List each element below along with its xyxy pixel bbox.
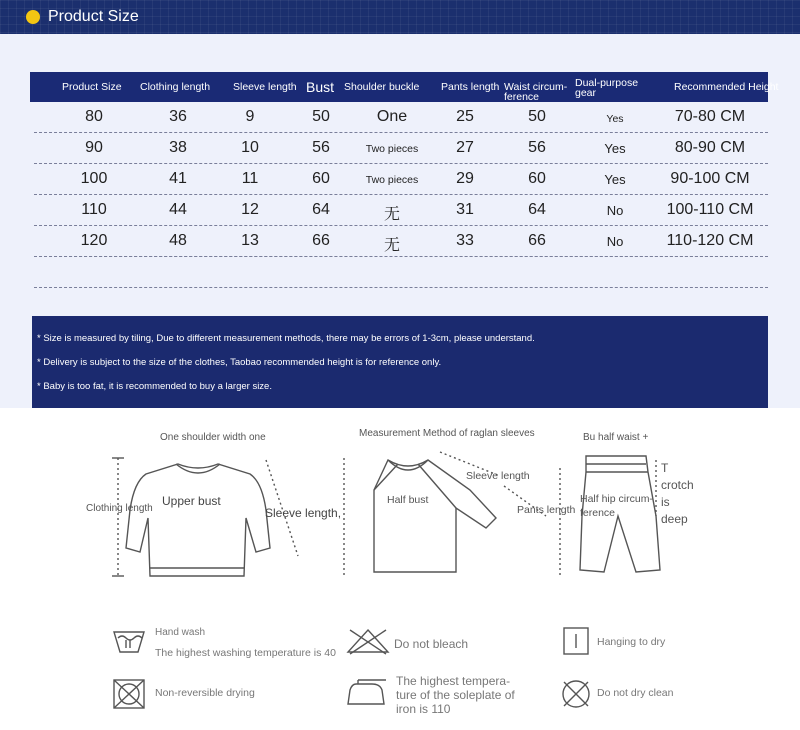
table-cell: 80-90 CM [674, 139, 746, 156]
label-pants-length: Pants length [517, 504, 576, 516]
care-tumble: Non-reversible drying [155, 687, 255, 699]
note-baby: * Baby is too fat, it is recommended to buy a larger size. [37, 381, 272, 392]
table-cell: 66 [312, 232, 330, 249]
label-half-hip: Half hip circum- ference [580, 493, 653, 519]
table-cell: 56 [312, 139, 330, 156]
table-cell: 110-120 CM [666, 232, 754, 249]
note-delivery: * Delivery is subject to the size of the clothes, Taobao recommended height is for reference only. [37, 357, 442, 368]
table-cell: 90 [85, 139, 103, 156]
table-cell: 100 [80, 170, 108, 187]
label-crotch-depth: T crotch is deep [661, 461, 694, 526]
table-cell: 60 [528, 170, 546, 187]
care-no-bleach: Do not bleach [394, 637, 469, 651]
table-cell: 无 [383, 237, 400, 254]
table-cell: 27 [456, 139, 474, 156]
label-upper-bust: Upper bust [162, 494, 221, 508]
table-cell: 100-110 CM [666, 201, 754, 218]
table-divider [34, 287, 768, 288]
care-temperature: The highest washing temperature is 40 [155, 647, 336, 659]
iron-icon [348, 680, 386, 704]
table-cell: 110 [81, 201, 107, 218]
table-cell: 36 [169, 108, 187, 125]
col-pants-length: Pants length [441, 81, 500, 93]
notes-panel [32, 316, 768, 408]
table-cell: 41 [169, 170, 187, 187]
col-shoulder-buckle: Shoulder buckle [344, 81, 420, 93]
label-sleeve-length-sweater: Sleeve length, [265, 506, 342, 520]
table-cell: 10 [241, 139, 259, 156]
table-cell: 90-100 CM [670, 170, 750, 187]
table-cell: 29 [456, 170, 474, 187]
table-cell: Yes [604, 172, 626, 187]
hand-wash-icon [114, 632, 144, 652]
table-cell: 13 [241, 232, 259, 249]
table-cell: 50 [528, 108, 546, 125]
no-tumble-dry-icon [114, 680, 144, 708]
care-no-dry-clean: Do not dry clean [597, 687, 674, 699]
size-table-header [30, 72, 779, 103]
table-cell: 9 [245, 108, 255, 125]
table-cell: Yes [606, 113, 624, 125]
col-sleeve-length: Sleeve length [233, 81, 297, 93]
col-product-size: Product Size [62, 81, 122, 93]
table-cell: No [606, 203, 624, 218]
table-cell: 80 [85, 108, 103, 125]
hang-dry-icon [564, 628, 588, 654]
table-row [30, 102, 768, 133]
bullet-dot-icon [26, 10, 40, 24]
label-sleeve-length-raglan: Sleeve length [466, 470, 530, 482]
care-hand-wash: Hand wash [155, 627, 206, 638]
table-cell: 11 [241, 170, 259, 187]
table-cell: Two pieces [365, 174, 419, 186]
table-cell: 31 [456, 201, 474, 218]
col-clothing-length: Clothing length [140, 81, 211, 93]
table-cell: 44 [169, 201, 187, 218]
label-shoulder-width: One shoulder width one [160, 432, 266, 443]
table-cell: Yes [604, 141, 626, 156]
table-cell: 33 [456, 232, 474, 249]
label-half-bust: Half bust [387, 494, 429, 506]
col-recommended-height: Recommended Height [674, 81, 779, 93]
table-cell: 60 [312, 170, 330, 187]
table-cell: 120 [80, 232, 108, 249]
do-not-dry-clean-icon [563, 681, 589, 707]
label-half-waist: Bu half waist + [583, 432, 649, 443]
table-cell: 38 [169, 139, 187, 156]
table-row [30, 164, 768, 195]
table-cell: 12 [241, 201, 259, 218]
do-not-bleach-icon [348, 630, 388, 654]
table-cell: 25 [456, 108, 474, 125]
col-bust: Bust [306, 79, 335, 95]
table-cell: 无 [383, 206, 400, 223]
table-row [30, 195, 768, 226]
table-cell: Two pieces [365, 143, 419, 155]
page-title: Product Size [48, 8, 139, 25]
table-cell: 70-80 CM [674, 108, 746, 125]
label-raglan-method: Measurement Method of raglan sleeves [359, 428, 535, 439]
table-cell: 56 [528, 139, 546, 156]
table-cell: 64 [312, 201, 330, 218]
note-measure: * Size is measured by tiling, Due to different measurement methods, there may be errors of 1-3cm, please understand. [37, 333, 535, 344]
table-cell: 64 [528, 201, 546, 218]
table-cell: 48 [169, 232, 187, 249]
table-cell: 50 [312, 108, 330, 125]
table-row [30, 226, 768, 257]
care-hang-dry: Hanging to dry [597, 636, 666, 648]
table-divider [34, 256, 768, 257]
table-cell: 66 [528, 232, 546, 249]
label-clothing-length: Clothing length [86, 503, 153, 514]
table-row [30, 133, 768, 164]
header-bar [0, 0, 800, 34]
table-cell: No [606, 234, 624, 249]
col-waist: Waist circum- ference [504, 81, 568, 103]
col-dual-purpose: Dual-purpose gear [575, 77, 639, 99]
table-cell: One [376, 108, 408, 125]
care-iron-temp: The highest tempera- ture of the soleplate of iron is 110 [396, 674, 515, 716]
